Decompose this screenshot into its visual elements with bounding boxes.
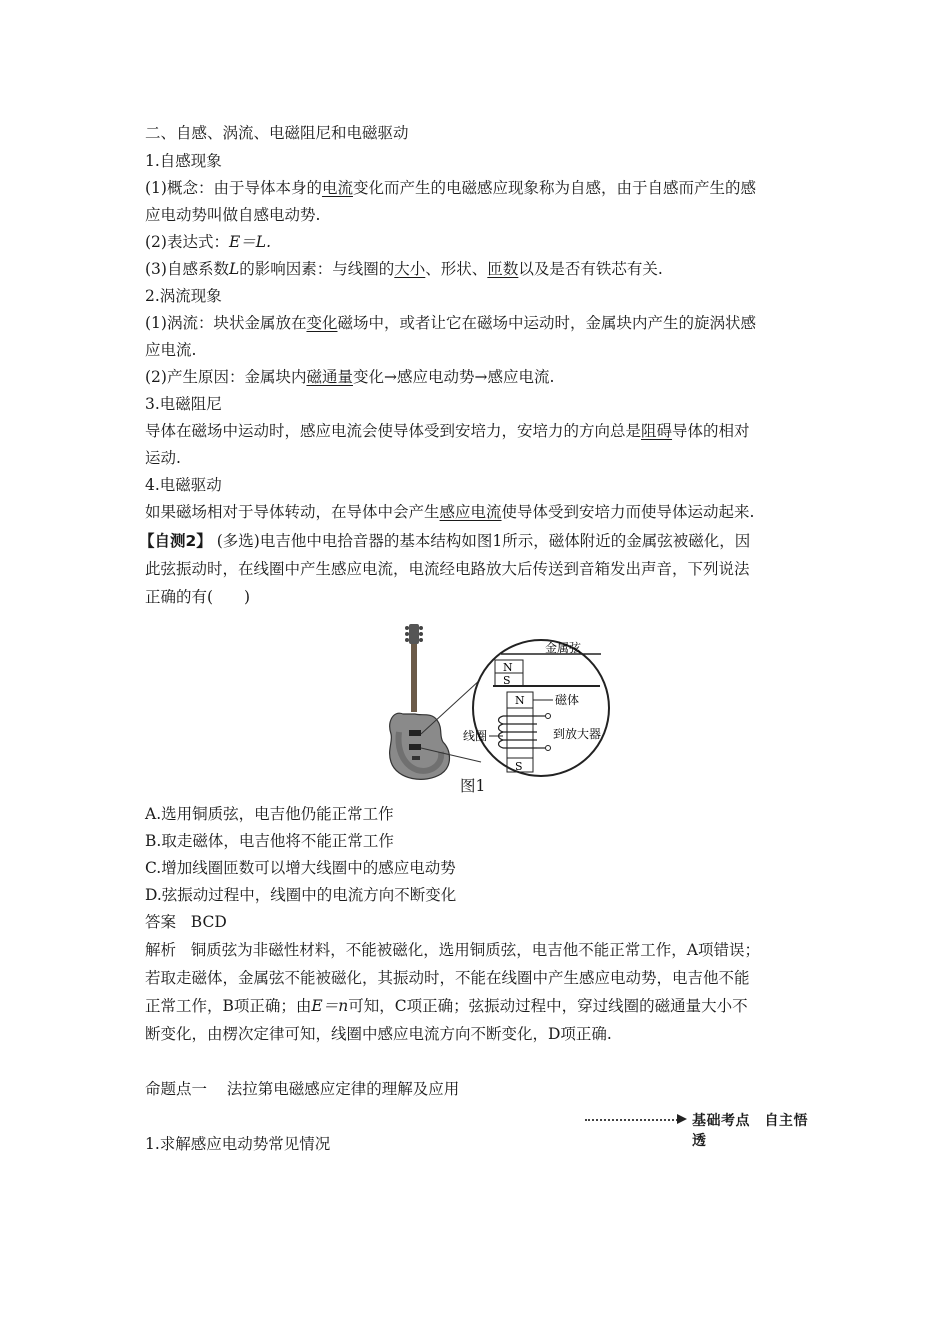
underlined-term: 变化 (306, 314, 338, 332)
paragraph (145, 231, 271, 253)
paragraph (145, 258, 663, 280)
variable: L (228, 260, 240, 278)
label-magnet: 磁体 (555, 693, 580, 707)
text: 以及是否有铁芯有关. (518, 260, 663, 278)
pickup-diagram (385, 622, 635, 792)
formula: E＝n (311, 997, 349, 1015)
paragraph (145, 501, 754, 523)
section-title: 二、自感、涡流、电磁阻尼和电磁驱动 (145, 124, 409, 142)
label-n-magnet: N (515, 694, 525, 707)
arrow-right-icon (677, 1114, 687, 1124)
question-tag: 【自测2】 (139, 532, 212, 550)
label-to-amplifier: 到放大器 (553, 727, 602, 741)
banner (585, 1110, 810, 1149)
underlined-term: 阻碍 (641, 422, 673, 440)
option-b: B.取走磁体，电吉他将不能正常工作 (145, 832, 394, 850)
text: (3)自感系数 (145, 260, 229, 278)
magnify-circle (473, 640, 609, 776)
text: (1)涡流：块状金属放在 (145, 314, 307, 332)
analysis-line: 若取走磁体，金属弦不能被磁化，其振动时，不能在线圈中产生感应电动势，电吉他不能 (145, 969, 750, 987)
text: (2)产生原因：金属块内 (145, 368, 307, 386)
topic-heading (145, 1078, 459, 1100)
topic-title: 法拉第电磁感应定律的理解及应用 (226, 1080, 460, 1098)
text: 导体在磁场中运动时，感应电流会使导体受到安培力，安培力的方向总是 (145, 422, 642, 440)
label-coil: 线圈 (463, 729, 488, 743)
banner-text: 基础考点 自主悟透 (692, 1113, 808, 1149)
underlined-term: 大小 (394, 260, 426, 278)
text: (2)表达式： (145, 233, 229, 251)
label-s-top: S (503, 674, 511, 687)
heading-drive: 4.电磁驱动 (145, 476, 222, 494)
text: 使导体受到安培力而使导体运动起来. (501, 503, 755, 521)
text: 变化→感应电动势→感应电流. (352, 368, 555, 386)
underlined-term: 匝数 (487, 260, 519, 278)
text: (1)概念：由于导体本身的 (145, 179, 322, 197)
heading-damping: 3.电磁阻尼 (145, 395, 222, 413)
heading-self-induction: 1.自感现象 (145, 152, 222, 170)
label-s-magnet: S (515, 760, 523, 773)
text: 的影响因素：与线圈的 (239, 260, 395, 278)
question-line (139, 530, 750, 552)
analysis-line (145, 939, 760, 961)
formula: E＝L. (228, 233, 272, 251)
guitar-pickup-illustration (385, 622, 635, 792)
option-a: A.选用铜质弦，电吉他仍能正常工作 (145, 805, 394, 823)
question-line: 此弦振动时，在线圈中产生感应电流，电流经电路放大后传送到音箱发出声音，下列说法 (145, 560, 750, 578)
topic-label: 命题点一 (145, 1080, 208, 1098)
paragraph-cont: 运动. (145, 449, 181, 467)
text: 导体的相对 (672, 422, 750, 440)
text: 、形状、 (425, 260, 488, 278)
paragraph-cont: 应电动势叫做自感电动势. (145, 206, 321, 224)
paragraph (145, 177, 756, 199)
paragraph (145, 420, 750, 442)
underlined-term: 电流 (321, 179, 353, 197)
question-line: 正确的有( ) (145, 588, 251, 606)
text: 磁场中，或者让它在磁场中运动时，金属块内产生的旋涡状感 (337, 314, 756, 332)
dotted-line (585, 1119, 678, 1121)
option-d: D.弦振动过程中，线圈中的电流方向不断变化 (145, 886, 457, 904)
analysis-line: 断变化，由楞次定律可知，线圈中感应电流方向不断变化，D项正确. (145, 1025, 612, 1043)
underlined-term: 磁通量 (306, 368, 353, 386)
heading-eddy-current: 2.涡流现象 (145, 287, 222, 305)
answer-line (145, 911, 227, 933)
text: 如果磁场相对于导体转动，在导体中会产生 (145, 503, 440, 521)
figure-caption: 图1 (460, 777, 486, 795)
text: 正常工作，B项正确；由 (145, 997, 312, 1015)
paragraph (145, 312, 756, 334)
text: 可知，C项正确；弦振动过程中，穿过线圈的磁通量大小不 (348, 997, 748, 1015)
answer-label: 答案 (145, 913, 177, 931)
guitar-icon (390, 624, 450, 779)
label-metal-string: 金属弦 (545, 641, 582, 655)
paragraph (145, 366, 554, 388)
option-c: C.增加线圈匝数可以增大线圈中的感应电动势 (145, 859, 456, 877)
underlined-term: 感应电流 (439, 503, 502, 521)
next-heading: 1.求解感应电动势常见情况 (145, 1135, 331, 1153)
text: 变化而产生的电磁感应现象称为自感，由于自感而产生的感 (352, 179, 756, 197)
paragraph-cont: 应电流. (145, 341, 197, 359)
label-n-top: N (503, 661, 513, 674)
analysis-label: 解析 (145, 941, 177, 959)
analysis-line (145, 995, 748, 1017)
answer-value: BCD (190, 913, 227, 931)
text: (多选)电吉他中电拾音器的基本结构如图1所示，磁体附近的金属弦被磁化，因 (216, 532, 751, 550)
text: 铜质弦为非磁性材料，不能被磁化，选用铜质弦，电吉他不能正常工作，A项错误； (190, 941, 760, 959)
